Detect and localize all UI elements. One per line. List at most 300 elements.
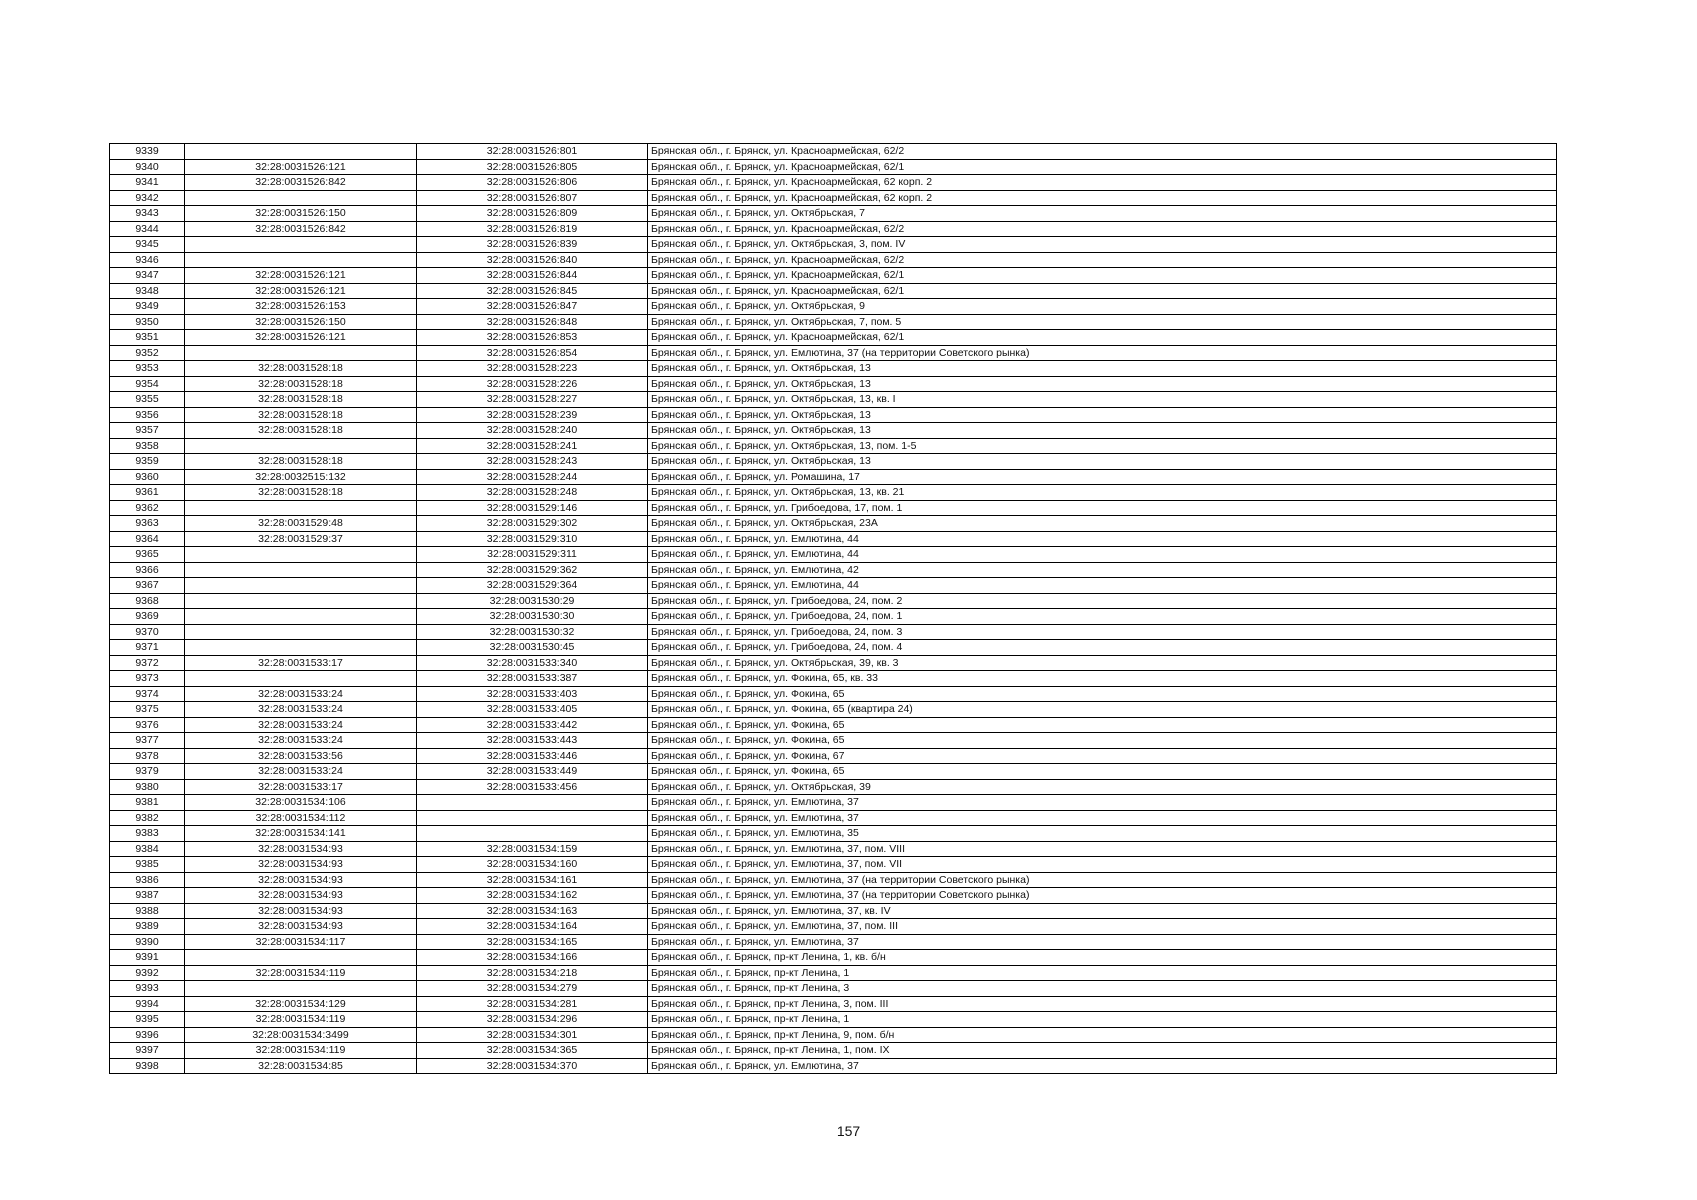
object-number-cell: 32:28:0031529:364 [417, 578, 648, 594]
address-cell: Брянская обл., г. Брянск, ул. Емлютина, 37, пом. III [648, 919, 1557, 935]
object-number-cell: 32:28:0031534:370 [417, 1058, 648, 1074]
object-number-cell: 32:28:0031526:806 [417, 175, 648, 191]
table-row [110, 779, 1557, 795]
parcel-number-cell: 32:28:0031528:18 [185, 392, 417, 408]
address-cell: Брянская обл., г. Брянск, ул. Красноармейская, 62/2 [648, 144, 1557, 160]
table-row [110, 593, 1557, 609]
table-row [110, 733, 1557, 749]
row-number-cell: 9365 [110, 547, 185, 563]
address-cell: Брянская обл., г. Брянск, ул. Октябрьская, 9 [648, 299, 1557, 315]
row-number-cell: 9389 [110, 919, 185, 935]
object-number-cell: 32:28:0031530:45 [417, 640, 648, 656]
address-cell: Брянская обл., г. Брянск, пр-кт Ленина, 1 [648, 1012, 1557, 1028]
object-number-cell: 32:28:0031528:239 [417, 407, 648, 423]
parcel-number-cell: 32:28:0032515:132 [185, 469, 417, 485]
parcel-number-cell: 32:28:0031526:121 [185, 159, 417, 175]
object-number-cell: 32:28:0031528:227 [417, 392, 648, 408]
address-cell: Брянская обл., г. Брянск, ул. Емлютина, 37, кв. IV [648, 903, 1557, 919]
table-row [110, 671, 1557, 687]
table-row [110, 996, 1557, 1012]
row-number-cell: 9376 [110, 717, 185, 733]
object-number-cell: 32:28:0031526:840 [417, 252, 648, 268]
row-number-cell: 9360 [110, 469, 185, 485]
table-row [110, 857, 1557, 873]
table-row [110, 531, 1557, 547]
table-row [110, 345, 1557, 361]
address-cell: Брянская обл., г. Брянск, ул. Красноармейская, 62/1 [648, 330, 1557, 346]
row-number-cell: 9348 [110, 283, 185, 299]
parcel-number-cell: 32:28:0031533:24 [185, 733, 417, 749]
address-cell: Брянская обл., г. Брянск, ул. Емлютина, 44 [648, 578, 1557, 594]
object-number-cell: 32:28:0031528:244 [417, 469, 648, 485]
parcel-number-cell: 32:28:0031529:48 [185, 516, 417, 532]
row-number-cell: 9344 [110, 221, 185, 237]
object-number-cell: 32:28:0031529:311 [417, 547, 648, 563]
address-cell: Брянская обл., г. Брянск, ул. Емлютина, 37 [648, 795, 1557, 811]
table-row [110, 376, 1557, 392]
parcel-number-cell: 32:28:0031533:56 [185, 748, 417, 764]
row-number-cell: 9368 [110, 593, 185, 609]
object-number-cell: 32:28:0031534:365 [417, 1043, 648, 1059]
parcel-number-cell: 32:28:0031534:129 [185, 996, 417, 1012]
table-row [110, 438, 1557, 454]
object-number-cell: 32:28:0031534:165 [417, 934, 648, 950]
table-row [110, 826, 1557, 842]
object-number-cell: 32:28:0031530:30 [417, 609, 648, 625]
registry-table-body [110, 144, 1557, 1074]
address-cell: Брянская обл., г. Брянск, ул. Красноармейская, 62/2 [648, 252, 1557, 268]
row-number-cell: 9392 [110, 965, 185, 981]
row-number-cell: 9353 [110, 361, 185, 377]
address-cell: Брянская обл., г. Брянск, ул. Фокина, 65 [648, 717, 1557, 733]
address-cell: Брянская обл., г. Брянск, ул. Емлютина, 37 [648, 810, 1557, 826]
row-number-cell: 9339 [110, 144, 185, 160]
parcel-number-cell [185, 640, 417, 656]
table-row [110, 268, 1557, 284]
parcel-number-cell: 32:28:0031534:93 [185, 841, 417, 857]
parcel-number-cell [185, 578, 417, 594]
object-number-cell: 32:28:0031526:807 [417, 190, 648, 206]
address-cell: Брянская обл., г. Брянск, ул. Грибоедова, 24, пом. 1 [648, 609, 1557, 625]
object-number-cell: 32:28:0031534:166 [417, 950, 648, 966]
parcel-number-cell [185, 609, 417, 625]
address-cell: Брянская обл., г. Брянск, ул. Октябрьская, 13, пом. 1-5 [648, 438, 1557, 454]
table-row [110, 221, 1557, 237]
table-row [110, 748, 1557, 764]
page-number: 157 [836, 1123, 861, 1139]
table-row [110, 469, 1557, 485]
table-row [110, 314, 1557, 330]
parcel-number-cell: 32:28:0031528:18 [185, 361, 417, 377]
address-cell: Брянская обл., г. Брянск, ул. Фокина, 65 [648, 764, 1557, 780]
row-number-cell: 9352 [110, 345, 185, 361]
row-number-cell: 9359 [110, 454, 185, 470]
object-number-cell: 32:28:0031530:29 [417, 593, 648, 609]
address-cell: Брянская обл., г. Брянск, ул. Октябрьская, 13 [648, 361, 1557, 377]
parcel-number-cell [185, 562, 417, 578]
parcel-number-cell: 32:28:0031533:24 [185, 686, 417, 702]
address-cell: Брянская обл., г. Брянск, ул. Октябрьская, 13 [648, 407, 1557, 423]
row-number-cell: 9397 [110, 1043, 185, 1059]
parcel-number-cell: 32:28:0031533:24 [185, 702, 417, 718]
row-number-cell: 9349 [110, 299, 185, 315]
object-number-cell: 32:28:0031534:160 [417, 857, 648, 873]
row-number-cell: 9351 [110, 330, 185, 346]
row-number-cell: 9398 [110, 1058, 185, 1074]
table-row [110, 237, 1557, 253]
object-number-cell: 32:28:0031533:405 [417, 702, 648, 718]
parcel-number-cell: 32:28:0031534:106 [185, 795, 417, 811]
row-number-cell: 9396 [110, 1027, 185, 1043]
row-number-cell: 9350 [110, 314, 185, 330]
parcel-number-cell: 32:28:0031534:119 [185, 1043, 417, 1059]
object-number-cell: 32:28:0031533:442 [417, 717, 648, 733]
address-cell: Брянская обл., г. Брянск, пр-кт Ленина, 1, пом. IX [648, 1043, 1557, 1059]
address-cell: Брянская обл., г. Брянск, ул. Фокина, 65 (квартира 24) [648, 702, 1557, 718]
object-number-cell: 32:28:0031526:844 [417, 268, 648, 284]
table-row [110, 175, 1557, 191]
object-number-cell: 32:28:0031534:162 [417, 888, 648, 904]
address-cell: Брянская обл., г. Брянск, пр-кт Ленина, 3 [648, 981, 1557, 997]
parcel-number-cell: 32:28:0031534:93 [185, 872, 417, 888]
row-number-cell: 9391 [110, 950, 185, 966]
table-row [110, 252, 1557, 268]
parcel-number-cell: 32:28:0031526:121 [185, 330, 417, 346]
table-row [110, 686, 1557, 702]
parcel-number-cell [185, 144, 417, 160]
table-row [110, 655, 1557, 671]
address-cell: Брянская обл., г. Брянск, ул. Октябрьская, 23А [648, 516, 1557, 532]
address-cell: Брянская обл., г. Брянск, ул. Октябрьская, 39, кв. 3 [648, 655, 1557, 671]
table-row [110, 547, 1557, 563]
address-cell: Брянская обл., г. Брянск, ул. Емлютина, 35 [648, 826, 1557, 842]
object-number-cell: 32:28:0031526:805 [417, 159, 648, 175]
registry-table [109, 143, 1557, 1074]
address-cell: Брянская обл., г. Брянск, ул. Красноармейская, 62 корп. 2 [648, 175, 1557, 191]
parcel-number-cell [185, 981, 417, 997]
address-cell: Брянская обл., г. Брянск, пр-кт Ленина, 9, пом. б/н [648, 1027, 1557, 1043]
address-cell: Брянская обл., г. Брянск, ул. Красноармейская, 62 корп. 2 [648, 190, 1557, 206]
parcel-number-cell: 32:28:0031526:153 [185, 299, 417, 315]
object-number-cell: 32:28:0031529:362 [417, 562, 648, 578]
address-cell: Брянская обл., г. Брянск, ул. Фокина, 65, кв. 33 [648, 671, 1557, 687]
table-row [110, 872, 1557, 888]
parcel-number-cell: 32:28:0031534:141 [185, 826, 417, 842]
parcel-number-cell: 32:28:0031528:18 [185, 376, 417, 392]
object-number-cell: 32:28:0031528:240 [417, 423, 648, 439]
object-number-cell: 32:28:0031533:446 [417, 748, 648, 764]
table-row [110, 206, 1557, 222]
table-row [110, 500, 1557, 516]
parcel-number-cell: 32:28:0031534:119 [185, 965, 417, 981]
address-cell: Брянская обл., г. Брянск, пр-кт Ленина, 3, пом. III [648, 996, 1557, 1012]
row-number-cell: 9379 [110, 764, 185, 780]
row-number-cell: 9347 [110, 268, 185, 284]
object-number-cell: 32:28:0031533:340 [417, 655, 648, 671]
row-number-cell: 9378 [110, 748, 185, 764]
address-cell: Брянская обл., г. Брянск, пр-кт Ленина, 1 [648, 965, 1557, 981]
object-number-cell [417, 795, 648, 811]
object-number-cell: 32:28:0031534:159 [417, 841, 648, 857]
parcel-number-cell: 32:28:0031534:93 [185, 857, 417, 873]
parcel-number-cell: 32:28:0031526:842 [185, 221, 417, 237]
object-number-cell [417, 826, 648, 842]
object-number-cell: 32:28:0031533:449 [417, 764, 648, 780]
table-row [110, 640, 1557, 656]
row-number-cell: 9370 [110, 624, 185, 640]
row-number-cell: 9373 [110, 671, 185, 687]
object-number-cell: 32:28:0031534:164 [417, 919, 648, 935]
address-cell: Брянская обл., г. Брянск, ул. Емлютина, 44 [648, 531, 1557, 547]
address-cell: Брянская обл., г. Брянск, ул. Фокина, 67 [648, 748, 1557, 764]
table-row [110, 361, 1557, 377]
table-row [110, 919, 1557, 935]
row-number-cell: 9354 [110, 376, 185, 392]
address-cell: Брянская обл., г. Брянск, ул. Октябрьская, 3, пом. IV [648, 237, 1557, 253]
address-cell: Брянская обл., г. Брянск, ул. Емлютина, 37 (на территории Советского рынка) [648, 872, 1557, 888]
parcel-number-cell: 32:28:0031526:842 [185, 175, 417, 191]
row-number-cell: 9372 [110, 655, 185, 671]
parcel-number-cell: 32:28:0031534:85 [185, 1058, 417, 1074]
address-cell: Брянская обл., г. Брянск, ул. Емлютина, 37 (на территории Советского рынка) [648, 345, 1557, 361]
object-number-cell: 32:28:0031534:161 [417, 872, 648, 888]
parcel-number-cell: 32:28:0031526:150 [185, 314, 417, 330]
row-number-cell: 9390 [110, 934, 185, 950]
row-number-cell: 9363 [110, 516, 185, 532]
object-number-cell: 32:28:0031534:279 [417, 981, 648, 997]
row-number-cell: 9375 [110, 702, 185, 718]
table-row [110, 609, 1557, 625]
table-row [110, 965, 1557, 981]
parcel-number-cell: 32:28:0031526:121 [185, 268, 417, 284]
row-number-cell: 9340 [110, 159, 185, 175]
object-number-cell: 32:28:0031529:310 [417, 531, 648, 547]
row-number-cell: 9369 [110, 609, 185, 625]
row-number-cell: 9374 [110, 686, 185, 702]
parcel-number-cell [185, 593, 417, 609]
row-number-cell: 9384 [110, 841, 185, 857]
row-number-cell: 9357 [110, 423, 185, 439]
address-cell: Брянская обл., г. Брянск, ул. Октябрьская, 13, кв. I [648, 392, 1557, 408]
address-cell: Брянская обл., г. Брянск, ул. Ромашина, 17 [648, 469, 1557, 485]
object-number-cell: 32:28:0031529:302 [417, 516, 648, 532]
object-number-cell: 32:28:0031533:403 [417, 686, 648, 702]
parcel-number-cell: 32:28:0031534:3499 [185, 1027, 417, 1043]
object-number-cell: 32:28:0031534:218 [417, 965, 648, 981]
address-cell: Брянская обл., г. Брянск, пр-кт Ленина, 1, кв. б/н [648, 950, 1557, 966]
table-row [110, 578, 1557, 594]
object-number-cell: 32:28:0031528:223 [417, 361, 648, 377]
parcel-number-cell: 32:28:0031534:112 [185, 810, 417, 826]
row-number-cell: 9386 [110, 872, 185, 888]
object-number-cell: 32:28:0031534:163 [417, 903, 648, 919]
parcel-number-cell [185, 438, 417, 454]
object-number-cell: 32:28:0031534:296 [417, 1012, 648, 1028]
address-cell: Брянская обл., г. Брянск, ул. Октябрьская, 13 [648, 454, 1557, 470]
parcel-number-cell [185, 252, 417, 268]
table-row [110, 1043, 1557, 1059]
row-number-cell: 9342 [110, 190, 185, 206]
address-cell: Брянская обл., г. Брянск, ул. Грибоедова, 24, пом. 2 [648, 593, 1557, 609]
row-number-cell: 9393 [110, 981, 185, 997]
object-number-cell: 32:28:0031526:853 [417, 330, 648, 346]
row-number-cell: 9380 [110, 779, 185, 795]
row-number-cell: 9387 [110, 888, 185, 904]
table-row [110, 1027, 1557, 1043]
table-row [110, 159, 1557, 175]
table-row [110, 190, 1557, 206]
row-number-cell: 9367 [110, 578, 185, 594]
table-row [110, 330, 1557, 346]
address-cell: Брянская обл., г. Брянск, ул. Емлютина, 37, пом. VIII [648, 841, 1557, 857]
row-number-cell: 9361 [110, 485, 185, 501]
object-number-cell: 32:28:0031533:456 [417, 779, 648, 795]
row-number-cell: 9382 [110, 810, 185, 826]
parcel-number-cell: 32:28:0031528:18 [185, 485, 417, 501]
parcel-number-cell [185, 345, 417, 361]
address-cell: Брянская обл., г. Брянск, ул. Фокина, 65 [648, 686, 1557, 702]
row-number-cell: 9345 [110, 237, 185, 253]
object-number-cell: 32:28:0031526:819 [417, 221, 648, 237]
object-number-cell: 32:28:0031528:248 [417, 485, 648, 501]
object-number-cell: 32:28:0031526:801 [417, 144, 648, 160]
address-cell: Брянская обл., г. Брянск, ул. Октябрьская, 13, кв. 21 [648, 485, 1557, 501]
row-number-cell: 9381 [110, 795, 185, 811]
address-cell: Брянская обл., г. Брянск, ул. Грибоедова, 24, пом. 3 [648, 624, 1557, 640]
parcel-number-cell: 32:28:0031526:121 [185, 283, 417, 299]
table-row [110, 624, 1557, 640]
address-cell: Брянская обл., г. Брянск, ул. Емлютина, 37, пом. VII [648, 857, 1557, 873]
address-cell: Брянская обл., г. Брянск, ул. Красноармейская, 62/1 [648, 283, 1557, 299]
parcel-number-cell: 32:28:0031533:17 [185, 779, 417, 795]
parcel-number-cell [185, 500, 417, 516]
parcel-number-cell [185, 190, 417, 206]
table-row [110, 1012, 1557, 1028]
row-number-cell: 9343 [110, 206, 185, 222]
parcel-number-cell [185, 237, 417, 253]
table-row [110, 485, 1557, 501]
address-cell: Брянская обл., г. Брянск, ул. Октябрьская, 13 [648, 376, 1557, 392]
address-cell: Брянская обл., г. Брянск, ул. Октябрьская, 7, пом. 5 [648, 314, 1557, 330]
object-number-cell: 32:28:0031526:809 [417, 206, 648, 222]
table-row [110, 144, 1557, 160]
address-cell: Брянская обл., г. Брянск, ул. Грибоедова, 24, пом. 4 [648, 640, 1557, 656]
table-row [110, 454, 1557, 470]
row-number-cell: 9355 [110, 392, 185, 408]
parcel-number-cell [185, 624, 417, 640]
address-cell: Брянская обл., г. Брянск, ул. Фокина, 65 [648, 733, 1557, 749]
object-number-cell: 32:28:0031528:241 [417, 438, 648, 454]
object-number-cell [417, 810, 648, 826]
object-number-cell: 32:28:0031534:281 [417, 996, 648, 1012]
address-cell: Брянская обл., г. Брянск, ул. Октябрьская, 13 [648, 423, 1557, 439]
address-cell: Брянская обл., г. Брянск, ул. Емлютина, 37 (на территории Советского рынка) [648, 888, 1557, 904]
parcel-number-cell: 32:28:0031528:18 [185, 454, 417, 470]
parcel-number-cell: 32:28:0031526:150 [185, 206, 417, 222]
table-row [110, 950, 1557, 966]
table-row [110, 810, 1557, 826]
object-number-cell: 32:28:0031528:243 [417, 454, 648, 470]
table-row [110, 283, 1557, 299]
parcel-number-cell [185, 950, 417, 966]
table-row [110, 888, 1557, 904]
address-cell: Брянская обл., г. Брянск, ул. Грибоедова, 17, пом. 1 [648, 500, 1557, 516]
table-row [110, 516, 1557, 532]
table-row [110, 934, 1557, 950]
object-number-cell: 32:28:0031534:301 [417, 1027, 648, 1043]
table-row [110, 903, 1557, 919]
table-row [110, 981, 1557, 997]
parcel-number-cell: 32:28:0031528:18 [185, 407, 417, 423]
row-number-cell: 9388 [110, 903, 185, 919]
object-number-cell: 32:28:0031526:854 [417, 345, 648, 361]
parcel-number-cell: 32:28:0031534:93 [185, 888, 417, 904]
row-number-cell: 9356 [110, 407, 185, 423]
row-number-cell: 9362 [110, 500, 185, 516]
object-number-cell: 32:28:0031530:32 [417, 624, 648, 640]
table-row [110, 1058, 1557, 1074]
address-cell: Брянская обл., г. Брянск, ул. Октябрьская, 7 [648, 206, 1557, 222]
row-number-cell: 9366 [110, 562, 185, 578]
table-row [110, 764, 1557, 780]
parcel-number-cell: 32:28:0031534:93 [185, 919, 417, 935]
row-number-cell: 9341 [110, 175, 185, 191]
address-cell: Брянская обл., г. Брянск, ул. Емлютина, 44 [648, 547, 1557, 563]
table-row [110, 702, 1557, 718]
address-cell: Брянская обл., г. Брянск, ул. Красноармейская, 62/1 [648, 159, 1557, 175]
row-number-cell: 9394 [110, 996, 185, 1012]
address-cell: Брянская обл., г. Брянск, ул. Красноармейская, 62/2 [648, 221, 1557, 237]
row-number-cell: 9395 [110, 1012, 185, 1028]
address-cell: Брянская обл., г. Брянск, ул. Емлютина, 37 [648, 1058, 1557, 1074]
address-cell: Брянская обл., г. Брянск, ул. Емлютина, 42 [648, 562, 1557, 578]
table-row [110, 795, 1557, 811]
parcel-number-cell: 32:28:0031529:37 [185, 531, 417, 547]
row-number-cell: 9371 [110, 640, 185, 656]
parcel-number-cell: 32:28:0031533:24 [185, 717, 417, 733]
table-row [110, 562, 1557, 578]
object-number-cell: 32:28:0031533:443 [417, 733, 648, 749]
row-number-cell: 9383 [110, 826, 185, 842]
parcel-number-cell: 32:28:0031533:17 [185, 655, 417, 671]
row-number-cell: 9377 [110, 733, 185, 749]
object-number-cell: 32:28:0031533:387 [417, 671, 648, 687]
address-cell: Брянская обл., г. Брянск, ул. Октябрьская, 39 [648, 779, 1557, 795]
parcel-number-cell: 32:28:0031528:18 [185, 423, 417, 439]
table-row [110, 407, 1557, 423]
parcel-number-cell: 32:28:0031534:93 [185, 903, 417, 919]
parcel-number-cell [185, 547, 417, 563]
parcel-number-cell [185, 671, 417, 687]
table-row [110, 717, 1557, 733]
table-row [110, 423, 1557, 439]
row-number-cell: 9364 [110, 531, 185, 547]
parcel-number-cell: 32:28:0031534:119 [185, 1012, 417, 1028]
address-cell: Брянская обл., г. Брянск, ул. Емлютина, 37 [648, 934, 1557, 950]
table-row [110, 299, 1557, 315]
parcel-number-cell: 32:28:0031533:24 [185, 764, 417, 780]
address-cell: Брянская обл., г. Брянск, ул. Красноармейская, 62/1 [648, 268, 1557, 284]
row-number-cell: 9358 [110, 438, 185, 454]
table-row [110, 841, 1557, 857]
row-number-cell: 9385 [110, 857, 185, 873]
row-number-cell: 9346 [110, 252, 185, 268]
object-number-cell: 32:28:0031526:847 [417, 299, 648, 315]
table-row [110, 392, 1557, 408]
parcel-number-cell: 32:28:0031534:117 [185, 934, 417, 950]
object-number-cell: 32:28:0031529:146 [417, 500, 648, 516]
object-number-cell: 32:28:0031526:848 [417, 314, 648, 330]
